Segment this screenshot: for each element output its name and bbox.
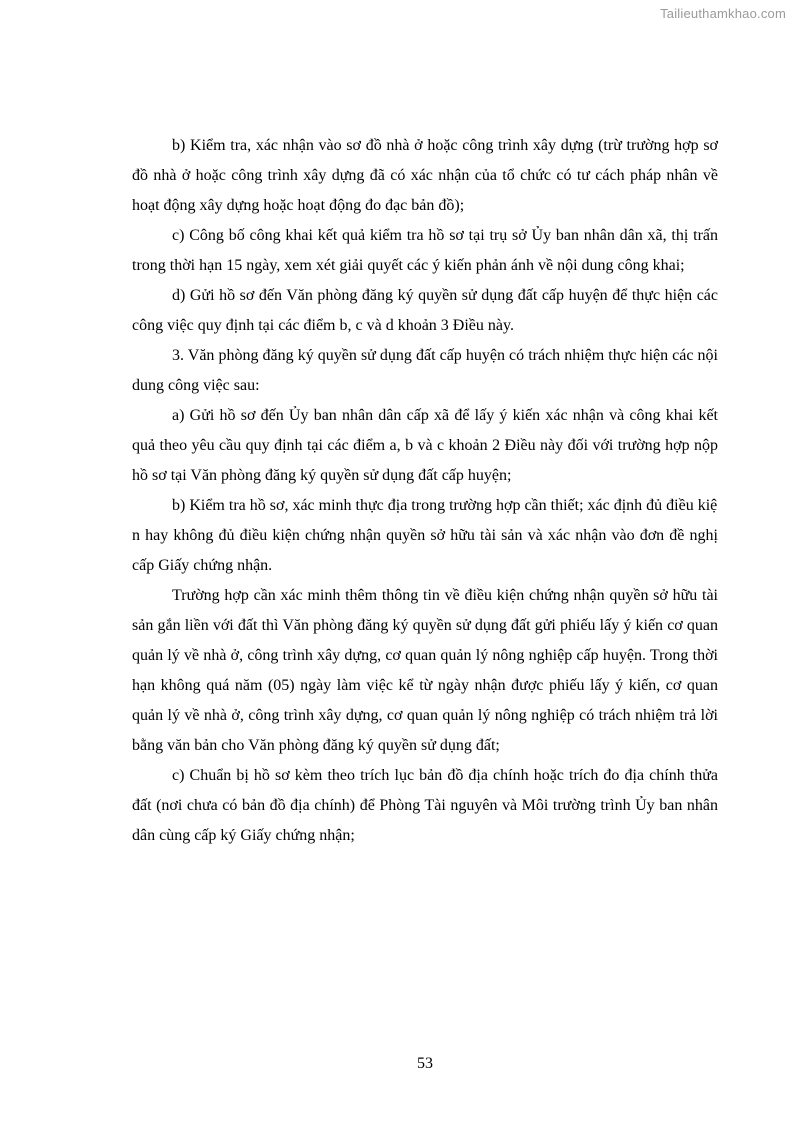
paragraph-c-cong-bo-cong-khai: c) Công bố công khai kết quả kiểm tra hồ sơ tại trụ sở Ủy ban nhân dân xã, thị trấn trong thời hạn 15 ngày, xem xét giải quyết các ý kiến phản ánh về nội dung công khai; <box>132 227 718 274</box>
paragraph-a-gui-ho-so-ubnd: a) Gửi hồ sơ đến Ủy ban nhân dân cấp xã để lấy ý kiến xác nhận và công khai kết quả theo yêu cầu quy định tại các điểm a, b và c khoản 2 Điều này đối với trường hợp nộp hồ sơ tại Văn phòng đăng ký quyền sử dụng đất cấp huyện; <box>132 407 718 484</box>
paragraph-b-kiem-tra-so-do: b) Kiểm tra, xác nhận vào sơ đồ nhà ở hoặc công trình xây dựng (trừ trường hợp sơ đồ nhà ở hoặc công trình xây dựng đã có xác nhận của tổ chức có tư cách pháp nhân về hoạt động xây dựng hoặc hoạt động đo đạc bản đồ); <box>132 137 718 214</box>
paragraph-truong-hop-xac-minh: Trường hợp cần xác minh thêm thông tin về điều kiện chứng nhận quyền sở hữu tài sản gắn liền với đất thì Văn phòng đăng ký quyền sử dụng đất gửi phiếu lấy ý kiến cơ quan quản lý về nhà ở, công trình xây dựng, cơ quan quản lý nông nghiệp cấp huyện. Trong thời hạn không quá năm (05) ngày làm việc kể từ ngày nhận được phiếu lấy ý kiến, cơ quan quản lý về nhà ở, công trình xây dựng, cơ quan quản lý nông nghiệp có trách nhiệm trả lời bằng văn bản cho Văn phòng đăng ký quyền sử dụng đất; <box>132 587 718 754</box>
document-body <box>132 131 718 851</box>
page-number: 53 <box>417 1055 433 1072</box>
watermark-text: Tailieuthamkhao.com <box>660 6 786 21</box>
paragraph-c-chuan-bi-ho-so: c) Chuẩn bị hồ sơ kèm theo trích lục bản đồ địa chính hoặc trích đo địa chính thửa đất (nơi chưa có bản đồ địa chính) để Phòng Tài nguyên và Môi trường trình Ủy ban nhân dân cùng cấp ký Giấy chứng nhận; <box>132 767 718 844</box>
paragraph-b-kiem-tra-ho-so: b) Kiểm tra hồ sơ, xác minh thực địa trong trường hợp cần thiết; xác định đủ điều kiệ <box>172 497 718 514</box>
paragraph-d-gui-ho-so: d) Gửi hồ sơ đến Văn phòng đăng ký quyền sử dụng đất cấp huyện để thực hiện các công việc quy định tại các điểm b, c và d khoản 3 Điều này. <box>132 287 718 334</box>
paragraph-3-trach-nhiem: 3. Văn phòng đăng ký quyền sử dụng đất cấp huyện có trách nhiệm thực hiện các nội dung công việc sau: <box>132 347 718 394</box>
paragraph-b-continuation: n hay không đủ điều kiện chứng nhận quyền sở hữu tài sản và xác nhận vào đơn đề nghị cấp Giấy chứng nhận. <box>132 527 718 574</box>
